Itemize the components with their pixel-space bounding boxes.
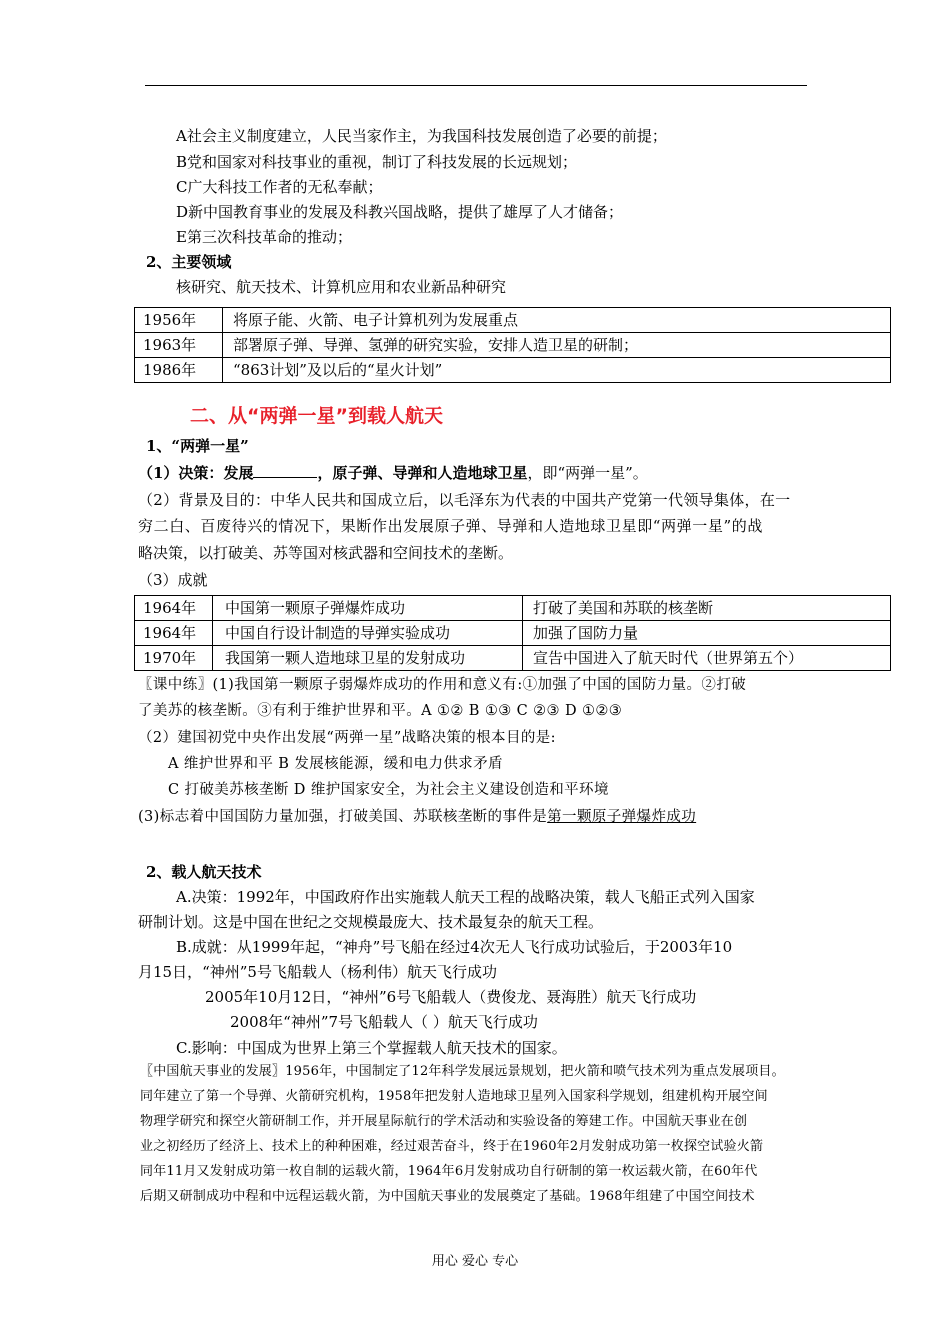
event-cell: 中国第一颗原子弹爆炸成功 [213, 596, 523, 621]
background-line-2: 穷二白、百废待兴的情况下，果断作出发展原子弹、导弹和人造地球卫星即“两弹一星”的战 [138, 517, 763, 535]
main-fields-text: 核研究、航天技术、计算机应用和农业新品种研究 [176, 278, 507, 296]
main-fields-table [134, 307, 891, 383]
reason-a: A社会主义制度建立，人民当家作主，为我国科技发展创造了必要的前提； [176, 127, 667, 145]
manned-line-1: A.决策：1992年，中国政府作出实施载人航天工程的战略决策，载人飞船正式列入国家 [176, 888, 755, 906]
year-cell: 1964年 [135, 596, 213, 621]
practice-line-1: 〖课中练〗(1)我国第一颗原子弱爆炸成功的作用和意义有:①加强了中国的国防力量。②打破 [138, 677, 747, 693]
practice-line-2: 了美苏的核垄断。③有利于维护世界和平。A ①② B ①③ C ②③ D ①②③ [138, 703, 623, 719]
year-cell: 1956年 [135, 308, 223, 333]
practice3-answer: 第一颗原子弹爆炸成功 [547, 809, 697, 825]
achievements-label: （3）成就 [138, 571, 208, 589]
significance-cell: 加强了国防力量 [523, 621, 891, 646]
event-cell: 中国自行设计制造的导弹实验成功 [213, 621, 523, 646]
reading-line-1: 〖中国航天事业的发展〗1956年，中国制定了12年科学发展远景规划，把火箭和喷气技术列为重点发展项目。 [140, 1064, 785, 1079]
year-cell: 1964年 [135, 621, 213, 646]
reason-c: C广大科技工作者的无私奉献； [176, 178, 383, 196]
event-cell: 部署原子弹、导弹、氢弹的研究实验，安排人造卫星的研制； [223, 333, 891, 358]
reason-e: E第三次科技革命的推动； [176, 228, 352, 246]
practice-line-5: C 打破美苏核垄断 D 维护国家安全，为社会主义建设创造和平环境 [168, 782, 609, 798]
table-row [135, 596, 891, 621]
significance-cell: 打破了美国和苏联的核垄断 [523, 596, 891, 621]
significance-cell: 宣告中国进入了航天时代（世界第五个） [523, 646, 891, 671]
practice-line-4: A 维护世界和平 B 发展核能源，缓和电力供求矛盾 [168, 756, 503, 772]
achievements-table [134, 595, 891, 671]
background-line-1: （2）背景及目的：中华人民共和国成立后，以毛泽东为代表的中国共产党第一代领导集体，在一 [138, 491, 791, 509]
year-cell: 1970年 [135, 646, 213, 671]
header-rule [145, 85, 807, 86]
reason-b: B党和国家对科技事业的重视，制订了科技发展的长远规划； [176, 153, 578, 171]
section-title: 二、从“两弹一星”到载人航天 [190, 405, 443, 427]
decision-bold: ，原子弹、导弹和人造地球卫星 [317, 464, 528, 482]
decision-prefix: （1）决策：发展 [138, 464, 254, 482]
decision-suffix: ，即“两弹一星”。 [527, 464, 648, 482]
page-footer: 用心 爱心 专心 [431, 1254, 519, 1269]
table-row [135, 308, 891, 333]
practice3-prefix: (3)标志着中国国防力量加强，打破美国、苏联核垄断的事件是 [138, 809, 548, 825]
background-line-3: 略决策，以打破美、苏等国对核武器和空间技术的垄断。 [138, 544, 514, 562]
decision-line [138, 463, 648, 483]
answer-blank [253, 463, 317, 478]
manned-line-2: 研制计划。这是中国在世纪之交规模最庞大、技术最复杂的航天工程。 [138, 913, 604, 931]
manned-line-4: 月15日，“神州”5号飞船载人（杨利伟）航天飞行成功 [138, 963, 497, 981]
practice-line-3: （2）建国初党中央作出发展“两弹一星”战略决策的根本目的是: [138, 730, 556, 746]
reading-line-2: 同年建立了第一个导弹、火箭研究机构，1958年把发射人造地球卫星列入国家科学规划，组建机构开展空间 [140, 1089, 768, 1104]
event-cell: “863计划”及以后的“星火计划” [223, 358, 891, 383]
manned-line-3: B.成就：从1999年起，“神舟”号飞船在经过4次无人飞行成功试验后，于2003年10 [176, 938, 733, 956]
manned-line-6: 2008年“神州”7号飞船载人（ ）航天飞行成功 [230, 1013, 538, 1031]
practice-line-6 [138, 807, 696, 827]
table-row [135, 621, 891, 646]
year-cell: 1986年 [135, 358, 223, 383]
manned-line-7: C.影响：中国成为世界上第三个掌握载人航天技术的国家。 [176, 1039, 567, 1057]
subsection-manned: 2、载人航天技术 [146, 863, 262, 881]
table-row [135, 333, 891, 358]
event-cell: 我国第一颗人造地球卫星的发射成功 [213, 646, 523, 671]
reading-line-4: 业之初经历了经济上、技术上的种种困难，经过艰苦奋斗，终于在1960年2月发射成功第一枚探空试验火箭 [140, 1139, 764, 1154]
subsection-two-bombs: 1、“两弹一星” [146, 437, 249, 455]
reading-line-5: 同年11月又发射成功第一枚自制的运载火箭，1964年6月发射成功自行研制的第一枚运载火箭，在60年代 [140, 1164, 758, 1179]
year-cell: 1963年 [135, 333, 223, 358]
main-fields-heading: 2、主要领域 [146, 253, 232, 271]
table-row [135, 358, 891, 383]
event-cell: 将原子能、火箭、电子计算机列为发展重点 [223, 308, 891, 333]
manned-line-5: 2005年10月12日，“神州”6号飞船载人（费俊龙、聂海胜）航天飞行成功 [205, 988, 697, 1006]
reason-d: D新中国教育事业的发展及科教兴国战略，提供了雄厚了人才储备； [176, 203, 624, 221]
table-row [135, 646, 891, 671]
reading-line-3: 物理学研究和探空火箭研制工作，并开展星际航行的学术活动和实验设备的筹建工作。中国航天事业在创 [140, 1114, 748, 1129]
reading-line-6: 后期又研制成功中程和中远程运载火箭，为中国航天事业的发展奠定了基础。1968年组建了中国空间技术 [140, 1189, 755, 1204]
